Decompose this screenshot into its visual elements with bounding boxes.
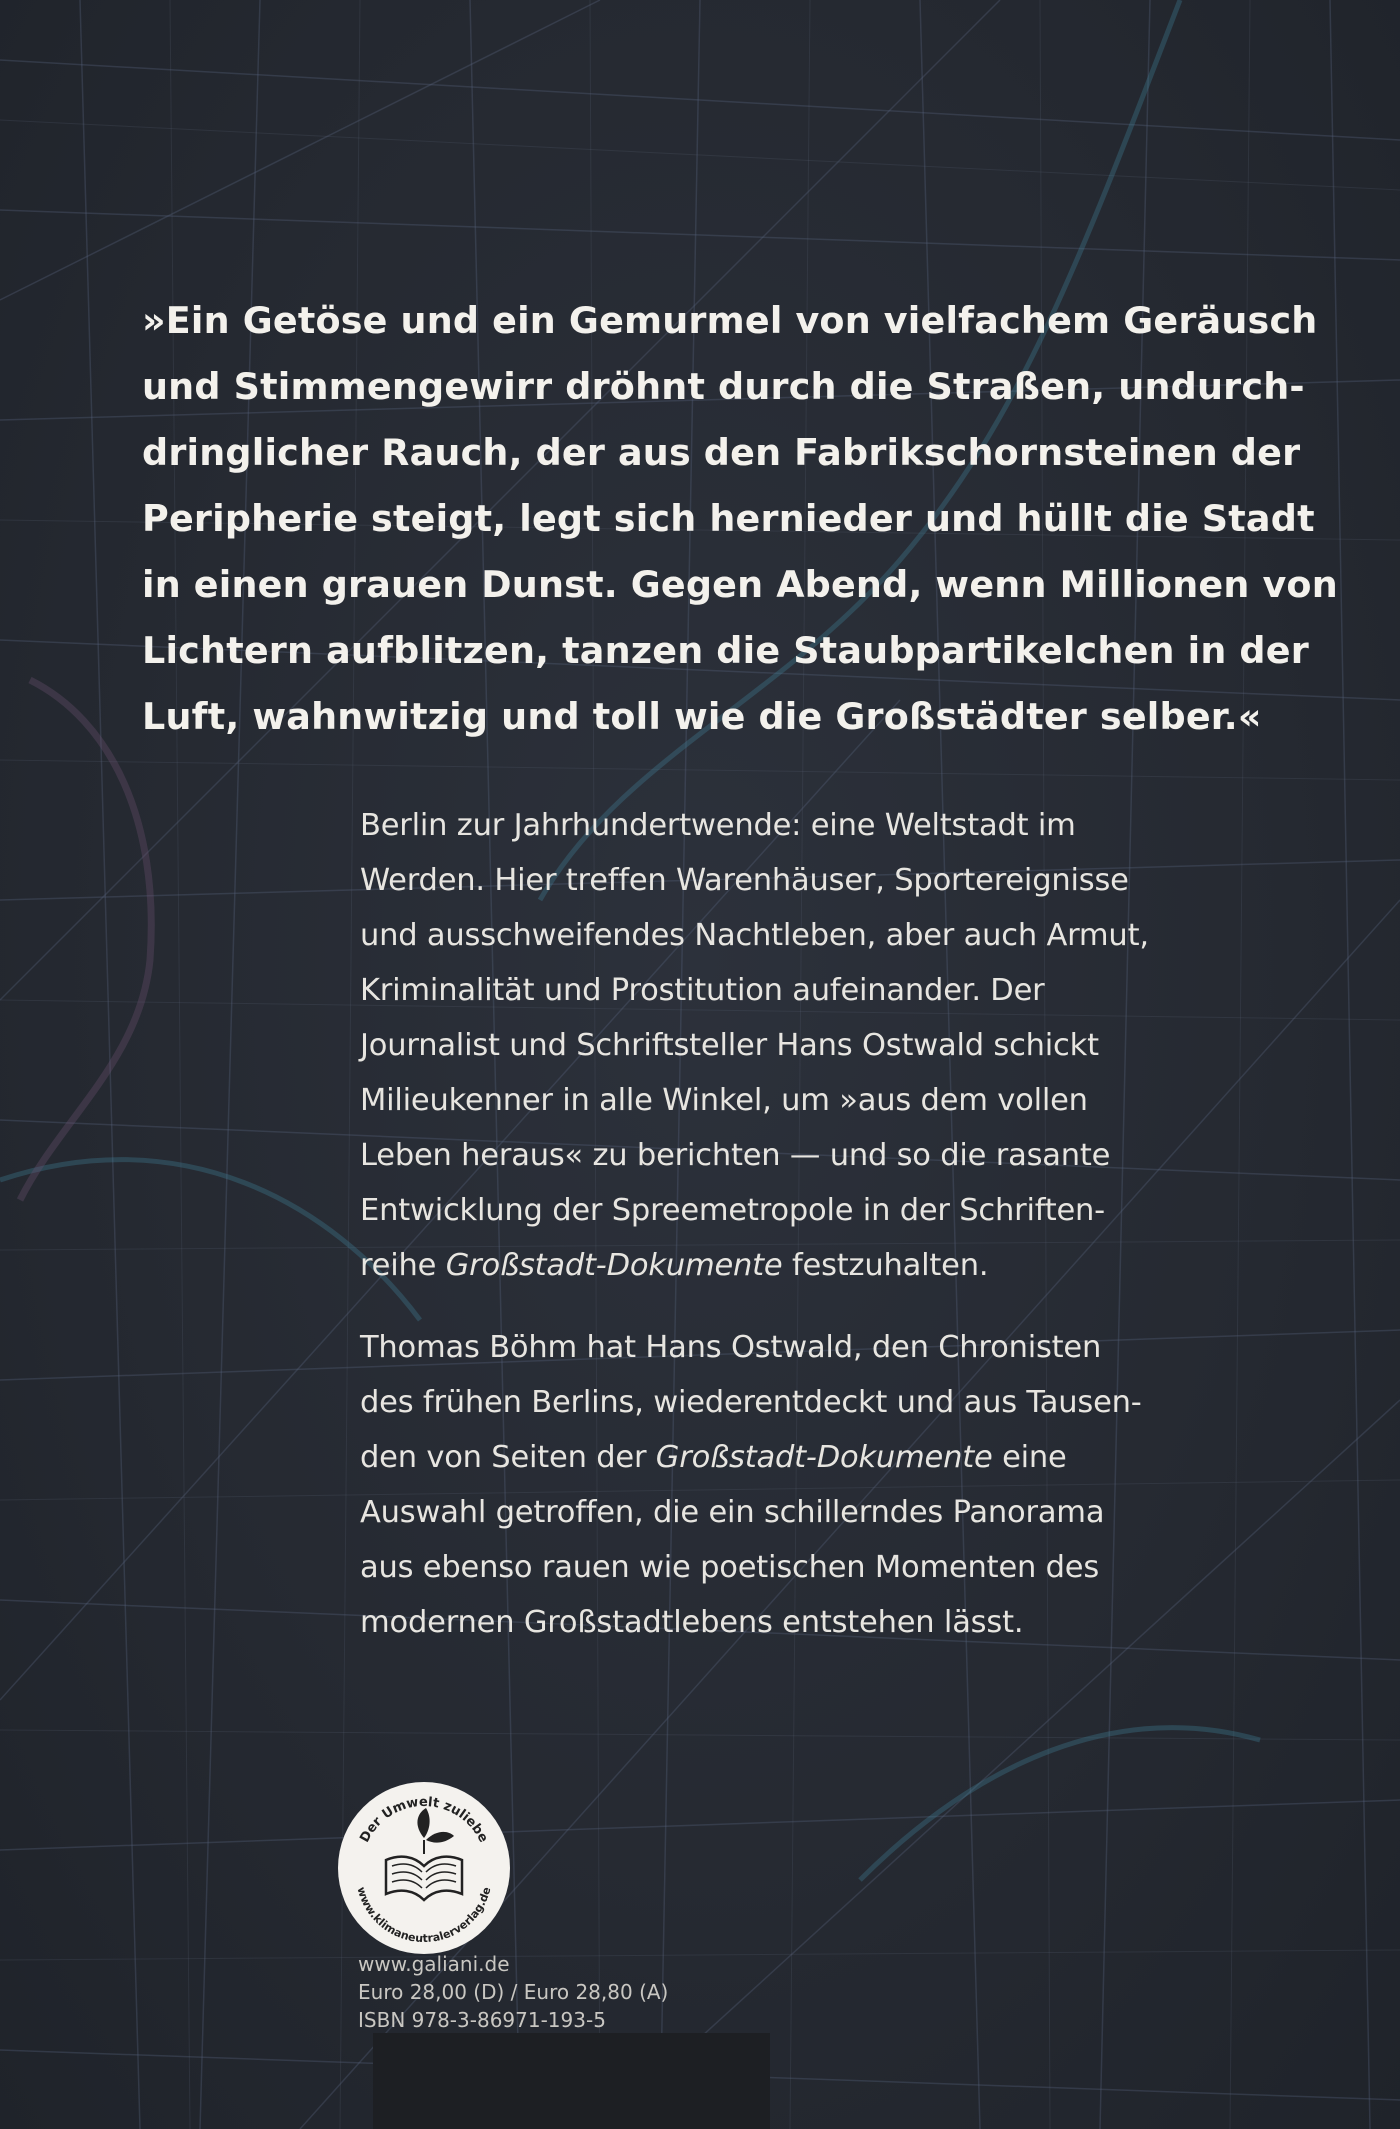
eco-seal [334,1778,514,1958]
seal-text-top: Der Umwelt zuliebe [357,1794,491,1846]
publisher-website: www.galiani.de [358,1952,510,1976]
blurb-line: Kriminalität und Prostitution aufeinander. Der [360,973,1045,1008]
blurb-text: reihe [360,1248,446,1283]
blurb-text: eine [992,1440,1067,1475]
blurb-line: Thomas Böhm hat Hans Ostwald, den Chronisten [360,1330,1102,1365]
quote-line: in einen grauen Dunst. Gegen Abend, wenn Millionen von [142,563,1338,606]
blurb-line: des frühen Berlins, wiederentdeckt und aus Tausen- [360,1385,1142,1420]
blurb-line: Werden. Hier treffen Warenhäuser, Sportereignisse [360,863,1129,898]
quote-line: Lichtern aufblitzen, tanzen die Staubpartikelchen in der [142,629,1309,672]
blurb-line: Leben heraus« zu berichten — und so die rasante [360,1138,1111,1173]
series-title: Großstadt-Dokumente [655,1440,993,1475]
quote-line: Luft, wahnwitzig und toll wie die Großstädter selber.« [142,695,1262,738]
isbn: ISBN 978-3-86971-193-5 [358,2008,606,2032]
imprint [358,1950,758,2034]
blurb-line [360,1430,1320,1485]
blurb-line: Berlin zur Jahrhundertwende: eine Weltstadt im [360,808,1076,843]
blurb-line: modernen Großstadtlebens entstehen lässt. [360,1605,1024,1640]
price: Euro 28,00 (D) / Euro 28,80 (A) [358,1980,669,2004]
blurb-line: Journalist und Schriftsteller Hans Ostwald schickt [360,1028,1099,1063]
quote-line: Peripherie steigt, legt sich hernieder und hüllt die Stadt [142,497,1315,540]
blurb-line: Milieukenner in alle Winkel, um »aus dem vollen [360,1083,1088,1118]
quote-line: »Ein Getöse und ein Gemurmel von vielfachem Geräusch [142,299,1318,342]
quote-text [142,288,1338,750]
blurb-line: Entwicklung der Spreemetropole in der Schriften- [360,1193,1105,1228]
blurb-line: und ausschweifendes Nachtleben, aber auch Armut, [360,918,1149,953]
blurb-text: den von Seiten der [360,1440,656,1475]
quote-line: und Stimmengewirr dröhnt durch die Straßen, undurch- [142,365,1305,408]
blurb-paragraph-1 [360,798,1320,1293]
blurb-line: Auswahl getroffen, die ein schillerndes Panorama [360,1495,1105,1530]
quote-line: dringlicher Rauch, der aus den Fabrikschornsteinen der [142,431,1301,474]
series-title: Großstadt-Dokumente [445,1248,783,1283]
blurb-line [360,1238,1320,1293]
blurb-line: aus ebenso rauen wie poetischen Momenten des [360,1550,1100,1585]
seal-text-bottom: www.klimaneutralerverlag.de [354,1885,494,1946]
blurb-paragraph-2 [360,1320,1320,1650]
blurb-text: festzuhalten. [782,1248,989,1283]
barcode-area [373,2033,770,2129]
